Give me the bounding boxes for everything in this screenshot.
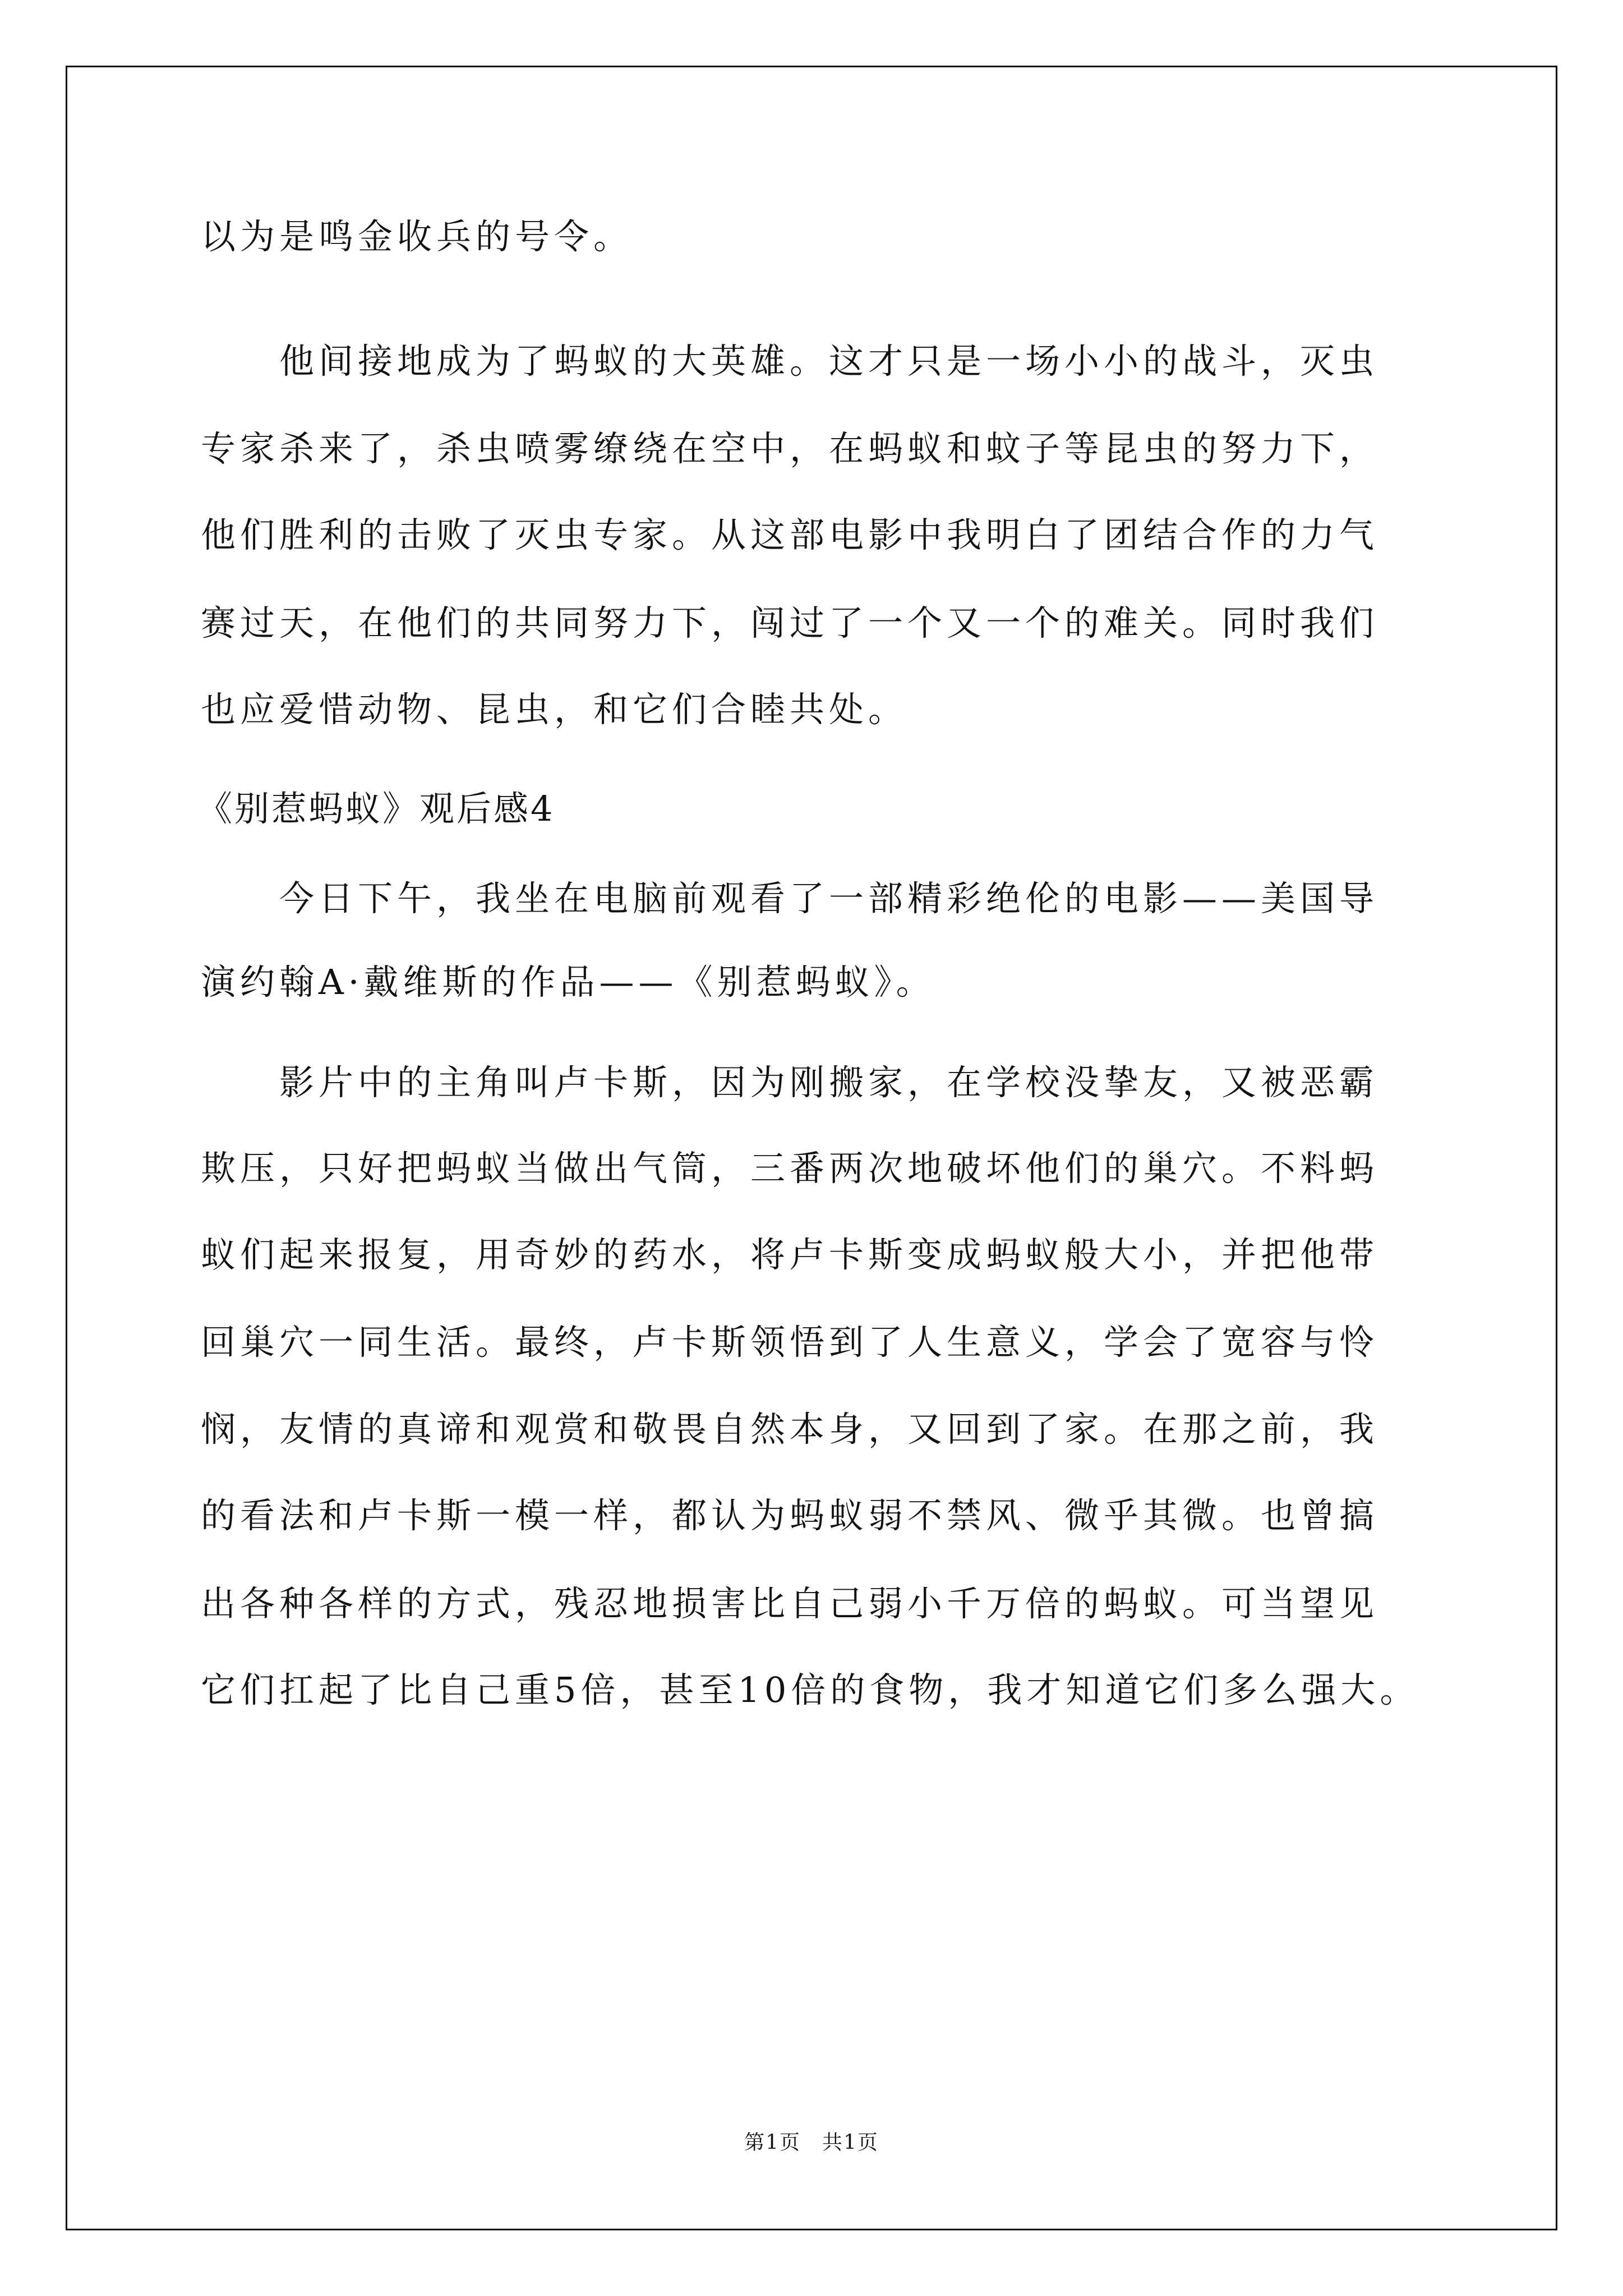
paragraph-line: 蚁们起来报复，用奇妙的药水，将卢卡斯变成蚂蚁般大小，并把他带 [201,1234,1379,1275]
paragraph-line: 也应爱惜动物、昆虫，和它们合睦共处。 [201,689,908,730]
paragraph-line: 它们扛起了比自己重5倍，甚至10倍的食物，我才知道它们多么强大。 [201,1669,1419,1710]
paragraph-line: 的看法和卢卡斯一模一样，都认为蚂蚁弱不禁风、微乎其微。也曾搞 [201,1495,1379,1536]
paragraph-line: 今日下午，我坐在电脑前观看了一部精彩绝伦的电影——美国导 [201,878,1379,919]
paragraph-line: 演约翰A·戴维斯的作品——《别惹蚂蚁》。 [201,961,935,1002]
paragraph-line: 欺压，只好把蚂蚁当做出气筒，三番两次地破坏他们的巢穴。不料蚂 [201,1148,1379,1189]
section-heading: 《别惹蚂蚁》观后感4 [197,788,555,829]
paragraph-line: 专家杀来了，杀虫喷雾缭绕在空中，在蚂蚁和蚊子等昆虫的努力下， [201,428,1379,469]
paragraph-line: 回巢穴一同生活。最终，卢卡斯领悟到了人生意义，学会了宽容与怜 [201,1322,1379,1363]
page-footer: 第1页 共1页 [744,2131,879,2154]
paragraph-line: 悯，友情的真谛和观赏和敬畏自然本身，又回到了家。在那之前，我 [201,1409,1379,1450]
paragraph-line: 出各种各样的方式，残忍地损害比自己弱小千万倍的蚂蚁。可当望见 [201,1583,1379,1624]
paragraph-line: 他们胜利的击败了灭虫专家。从这部电影中我明白了团结合作的力气 [201,514,1379,555]
paragraph-line: 以为是鸣金收兵的号令。 [201,216,633,257]
paragraph-line: 赛过天，在他们的共同努力下，闯过了一个又一个的难关。同时我们 [201,602,1379,643]
paragraph-line: 影片中的主角叫卢卡斯，因为刚搬家，在学校没挚友，又被恶霸 [201,1062,1379,1103]
paragraph-line: 他间接地成为了蚂蚁的大英雄。这才只是一场小小的战斗，灭虫 [201,341,1379,381]
